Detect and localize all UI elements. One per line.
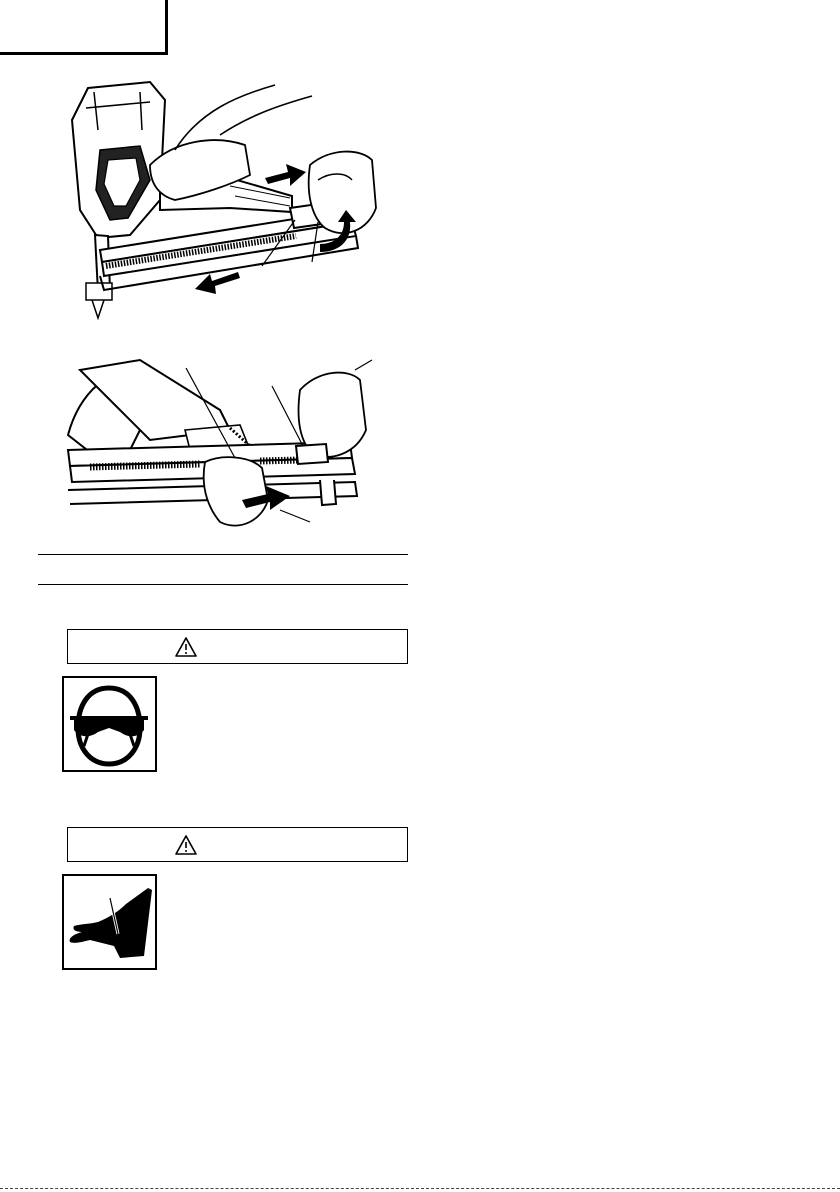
hand-injury-pictogram <box>62 874 157 970</box>
arrow-right-icon <box>265 164 306 186</box>
page-edge-line <box>0 1188 840 1189</box>
hand-left <box>204 457 268 525</box>
warning-triangle-icon <box>174 636 198 658</box>
hand-puncture-icon <box>64 876 155 968</box>
nail-pusher <box>296 444 328 464</box>
warning-triangle-icon <box>174 834 198 856</box>
nail-loading-figure <box>0 0 420 330</box>
arrow-left-icon <box>195 272 240 294</box>
eye-protection-pictogram <box>62 676 157 772</box>
warning-bar <box>67 827 408 862</box>
warning-bar <box>67 629 408 664</box>
section-rule-bottom <box>38 584 408 585</box>
safety-goggles-icon <box>64 678 155 770</box>
pusher-release-figure <box>0 350 420 540</box>
section-rule-top <box>38 554 408 555</box>
